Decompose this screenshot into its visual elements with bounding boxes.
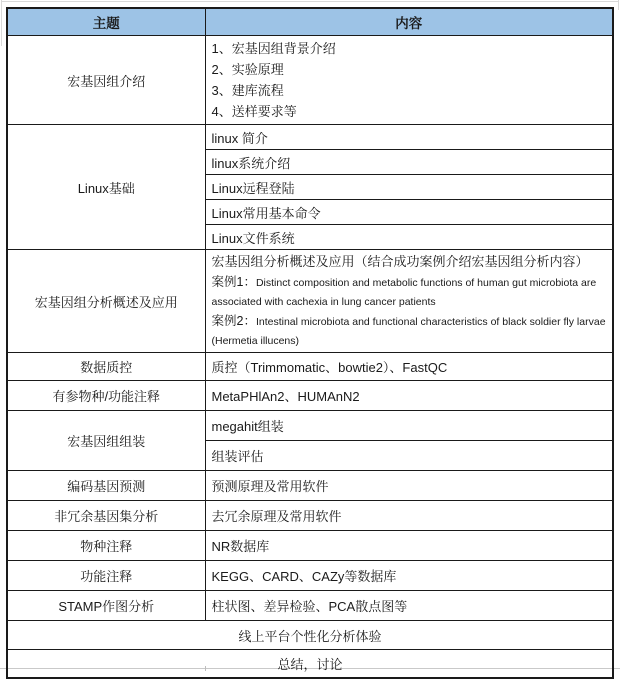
merged-cell-summary: 总结，讨论 (7, 650, 613, 678)
cropped-gridline-left (1, 0, 2, 46)
topic-cell-nonredundant-geneset: 非冗余基因集分析 (7, 501, 205, 531)
cropped-gridline-right (618, 0, 619, 10)
row-nonredundant-geneset (7, 501, 613, 531)
case-1-text: Distinct composition and metabolic functions of human gut microbiota are associated with cachexia in lung cancer patients (211, 277, 597, 308)
content-cell-linux-4: Linux常用基本命令 (205, 200, 613, 225)
topic-cell-assembly: 宏基因组组装 (7, 411, 205, 471)
row-assembly-1 (7, 411, 613, 441)
course-outline-table (6, 7, 614, 679)
content-cell-assembly-1: megahit组装 (205, 411, 613, 441)
case-2-text: Intestinal microbiota and functional characteristics of black soldier fly larvae (Hermetia illucens) (211, 316, 606, 347)
row-online-platform (7, 621, 613, 650)
content-cell-function-annotation: KEGG、CARD、CAZy等数据库 (205, 561, 613, 591)
row-overview (7, 250, 613, 353)
merged-cell-online-platform: 线上平台个性化分析体验 (7, 621, 613, 650)
row-stamp (7, 591, 613, 621)
overview-case-2 (212, 312, 611, 350)
header-cell-topic: 主题 (7, 8, 205, 36)
topic-cell-intro: 宏基因组介绍 (7, 36, 205, 125)
topic-cell-ref-annotation: 有参物种/功能注释 (7, 381, 205, 411)
content-cell-gene-prediction: 预测原理及常用软件 (205, 471, 613, 501)
content-cell-linux-3: Linux远程登陆 (205, 175, 613, 200)
content-cell-nonredundant-geneset: 去冗余原理及常用软件 (205, 501, 613, 531)
topic-cell-qc: 数据质控 (7, 353, 205, 381)
content-cell-stamp: 柱状图、差异检验、PCA散点图等 (205, 591, 613, 621)
content-cell-assembly-2: 组装评估 (205, 441, 613, 471)
topic-cell-function-annotation: 功能注释 (7, 561, 205, 591)
row-ref-annotation (7, 381, 613, 411)
row-taxonomy-annotation (7, 531, 613, 561)
content-cell-linux-2: linux系统介绍 (205, 150, 613, 175)
content-cell-linux-1: linux 简介 (205, 125, 613, 150)
content-cell-taxonomy-annotation: NR数据库 (205, 531, 613, 561)
topic-cell-taxonomy-annotation: 物种注释 (7, 531, 205, 561)
case-2-label: 案例2： (211, 314, 256, 328)
content-cell-ref-annotation: MetaPHlAn2、HUMAnN2 (205, 381, 613, 411)
intro-line-1: 1、宏基因组背景介绍 (211, 41, 336, 56)
case-1-label: 案例1： (211, 275, 256, 289)
row-function-annotation (7, 561, 613, 591)
content-cell-linux-5: Linux文件系统 (205, 225, 613, 250)
content-cell-qc: 质控（Trimmomatic、bowtie2）、FastQC (205, 353, 613, 381)
header-cell-content: 内容 (205, 8, 613, 36)
row-intro (7, 36, 613, 125)
intro-line-4: 4、送样要求等 (211, 104, 297, 119)
topic-cell-linux: Linux基础 (7, 125, 205, 250)
row-qc (7, 353, 613, 381)
topic-cell-gene-prediction: 编码基因预测 (7, 471, 205, 501)
topic-cell-stamp: STAMP作图分析 (7, 591, 205, 621)
table-header-row (7, 8, 613, 36)
content-cell-intro (205, 36, 613, 125)
content-cell-overview (205, 250, 613, 353)
overview-case-1 (212, 273, 611, 311)
cropped-gridline-top (2, 1, 618, 2)
row-linux-1 (7, 125, 613, 150)
row-gene-prediction (7, 471, 613, 501)
intro-line-3: 3、建库流程 (211, 83, 284, 98)
overview-intro-line: 宏基因组分析概述及应用（结合成功案例介绍宏基因组分析内容） (211, 254, 589, 269)
topic-cell-overview: 宏基因组分析概述及应用 (7, 250, 205, 353)
row-summary (7, 650, 613, 678)
intro-line-2: 2、实验原理 (211, 62, 284, 77)
